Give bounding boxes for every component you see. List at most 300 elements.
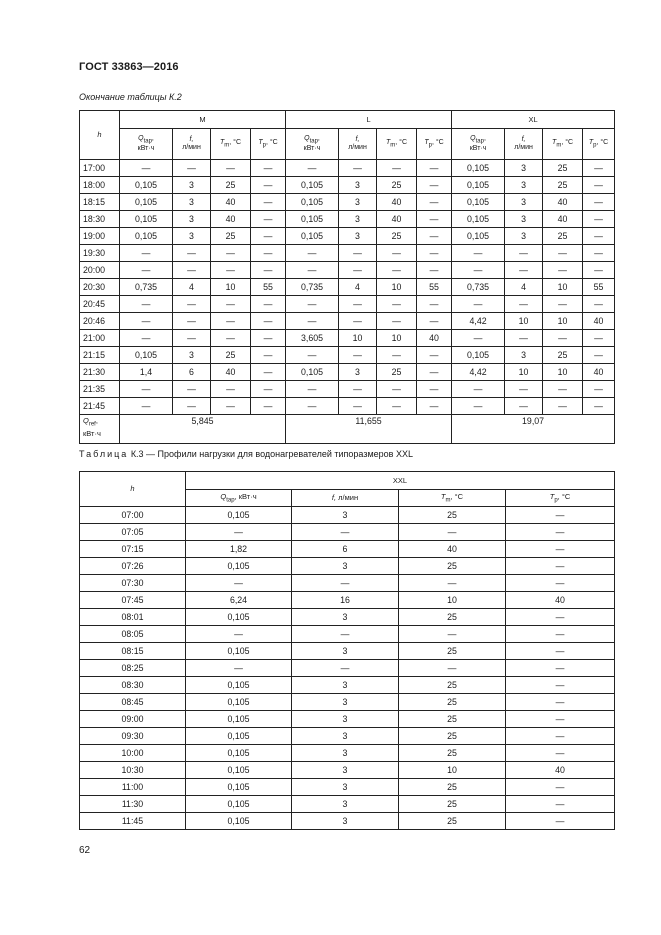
column-header-subscript: p bbox=[593, 142, 597, 149]
value-cell: — bbox=[286, 313, 339, 330]
column-header-unit: , °C bbox=[450, 491, 464, 501]
value-cell: 0,105 bbox=[186, 558, 292, 575]
column-header-unit-line: л/мин bbox=[182, 144, 201, 151]
column-header bbox=[505, 129, 543, 160]
value-cell: 55 bbox=[417, 279, 452, 296]
value-cell: — bbox=[339, 245, 377, 262]
value-cell: 1,4 bbox=[120, 364, 173, 381]
value-cell: 10 bbox=[505, 364, 543, 381]
value-cell: — bbox=[583, 398, 615, 415]
value-cell: 40 bbox=[506, 762, 615, 779]
value-cell: 25 bbox=[399, 779, 506, 796]
value-cell: — bbox=[506, 541, 615, 558]
value-cell: — bbox=[543, 381, 583, 398]
value-cell: — bbox=[452, 398, 505, 415]
value-cell: 4,42 bbox=[452, 364, 505, 381]
value-cell: — bbox=[251, 177, 286, 194]
value-cell: 0,105 bbox=[186, 643, 292, 660]
value-cell: — bbox=[505, 245, 543, 262]
time-cell: 20:45 bbox=[80, 296, 120, 313]
value-cell: — bbox=[377, 245, 417, 262]
value-cell: — bbox=[251, 347, 286, 364]
value-cell: — bbox=[211, 381, 251, 398]
column-header-symbol: T bbox=[258, 138, 263, 146]
value-cell: 3 bbox=[292, 728, 399, 745]
column-header-symbol: Q bbox=[304, 134, 310, 142]
value-cell: 4 bbox=[173, 279, 211, 296]
qref-symbol: Q bbox=[83, 416, 89, 425]
value-cell: 0,105 bbox=[186, 677, 292, 694]
column-header-symbol: Q bbox=[220, 491, 227, 501]
table-row bbox=[80, 364, 615, 381]
table-row bbox=[80, 279, 615, 296]
value-cell: — bbox=[583, 160, 615, 177]
column-header-unit: , °C bbox=[557, 491, 571, 501]
table-row bbox=[80, 177, 615, 194]
column-header bbox=[377, 129, 417, 160]
column-header bbox=[173, 129, 211, 160]
column-header-subscript: p bbox=[554, 497, 558, 503]
table-row bbox=[80, 711, 615, 728]
value-cell: — bbox=[506, 609, 615, 626]
value-cell: 3 bbox=[339, 228, 377, 245]
time-cell: 08:30 bbox=[80, 677, 186, 694]
time-cell: 10:30 bbox=[80, 762, 186, 779]
value-cell: 0,105 bbox=[186, 728, 292, 745]
value-cell: 0,735 bbox=[286, 279, 339, 296]
column-header-unit: л/мин bbox=[336, 493, 359, 502]
value-cell: — bbox=[173, 330, 211, 347]
table-k3 bbox=[79, 471, 615, 830]
value-cell: 40 bbox=[211, 364, 251, 381]
value-cell: 40 bbox=[583, 313, 615, 330]
table-row bbox=[80, 330, 615, 347]
value-cell: 10 bbox=[339, 330, 377, 347]
value-cell: — bbox=[417, 177, 452, 194]
value-cell: 3 bbox=[173, 194, 211, 211]
value-cell: 25 bbox=[399, 643, 506, 660]
value-cell: — bbox=[377, 313, 417, 330]
value-cell: 3 bbox=[292, 796, 399, 813]
value-cell: — bbox=[251, 364, 286, 381]
column-header-subscript: tap bbox=[309, 138, 318, 145]
time-cell: 19:30 bbox=[80, 245, 120, 262]
qref-subscript: ref bbox=[88, 421, 96, 428]
column-header-symbol: f, bbox=[189, 135, 194, 143]
value-cell: 10 bbox=[543, 364, 583, 381]
table-row bbox=[80, 524, 615, 541]
value-cell: 55 bbox=[583, 279, 615, 296]
column-header bbox=[543, 129, 583, 160]
table-row bbox=[80, 228, 615, 245]
value-cell: 0,105 bbox=[120, 177, 173, 194]
value-cell: — bbox=[286, 296, 339, 313]
value-cell: — bbox=[399, 575, 506, 592]
value-cell: 10 bbox=[211, 279, 251, 296]
column-header-unit: , °C bbox=[229, 138, 242, 146]
time-cell: 08:15 bbox=[80, 643, 186, 660]
time-cell: 09:30 bbox=[80, 728, 186, 745]
value-cell: — bbox=[286, 245, 339, 262]
value-cell: — bbox=[292, 660, 399, 677]
value-cell: 40 bbox=[211, 211, 251, 228]
value-cell: 6,24 bbox=[186, 592, 292, 609]
time-cell: 21:35 bbox=[80, 381, 120, 398]
table-row bbox=[80, 507, 615, 524]
table-row bbox=[80, 745, 615, 762]
value-cell: 3 bbox=[292, 711, 399, 728]
qref-comma: , bbox=[95, 416, 98, 425]
value-cell: 3 bbox=[173, 177, 211, 194]
value-cell: — bbox=[506, 677, 615, 694]
column-header-unit-line: л/мин bbox=[514, 144, 533, 151]
qref-value: 11,655 bbox=[286, 415, 452, 444]
column-header bbox=[506, 489, 615, 507]
column-header-symbol: Q bbox=[470, 134, 476, 142]
value-cell: — bbox=[377, 381, 417, 398]
value-cell: 1,82 bbox=[186, 541, 292, 558]
value-cell: — bbox=[506, 507, 615, 524]
value-cell: — bbox=[399, 626, 506, 643]
value-cell: — bbox=[286, 262, 339, 279]
column-header-subscript: tap bbox=[226, 497, 235, 503]
value-cell: — bbox=[583, 228, 615, 245]
table-k3-caption-label: Таблица bbox=[79, 449, 129, 459]
column-header bbox=[452, 129, 505, 160]
time-cell: 08:05 bbox=[80, 626, 186, 643]
table-row bbox=[80, 347, 615, 364]
value-cell: 10 bbox=[377, 330, 417, 347]
value-cell: — bbox=[211, 398, 251, 415]
table-row bbox=[80, 694, 615, 711]
value-cell: — bbox=[339, 313, 377, 330]
table-row bbox=[80, 762, 615, 779]
value-cell: — bbox=[186, 524, 292, 541]
column-header-symbol: T bbox=[440, 491, 446, 501]
value-cell: — bbox=[583, 211, 615, 228]
group-header-xxl: XXL bbox=[186, 472, 615, 490]
value-cell: — bbox=[377, 160, 417, 177]
value-cell: 0,105 bbox=[452, 211, 505, 228]
value-cell: — bbox=[543, 245, 583, 262]
column-header bbox=[292, 489, 399, 507]
value-cell: — bbox=[251, 262, 286, 279]
table-k2-body bbox=[80, 160, 615, 444]
table-k2-caption: Окончание таблицы К.2 bbox=[79, 92, 182, 102]
value-cell: — bbox=[583, 296, 615, 313]
value-cell: — bbox=[173, 262, 211, 279]
value-cell: 25 bbox=[399, 507, 506, 524]
table-row bbox=[80, 813, 615, 830]
column-header-unit: , °C bbox=[395, 138, 408, 146]
value-cell: 25 bbox=[543, 228, 583, 245]
column-header-subscript: tap bbox=[143, 138, 152, 145]
value-cell: 25 bbox=[399, 558, 506, 575]
column-header-symbol: T bbox=[385, 138, 391, 146]
value-cell: — bbox=[417, 245, 452, 262]
value-cell: 40 bbox=[543, 194, 583, 211]
value-cell: — bbox=[173, 160, 211, 177]
value-cell: — bbox=[251, 245, 286, 262]
value-cell: 3,605 bbox=[286, 330, 339, 347]
value-cell: — bbox=[211, 245, 251, 262]
value-cell: 3 bbox=[505, 177, 543, 194]
value-cell: 3 bbox=[292, 813, 399, 830]
value-cell: 0,105 bbox=[186, 694, 292, 711]
qref-unit: кВт·ч bbox=[83, 428, 101, 438]
value-cell: — bbox=[583, 194, 615, 211]
value-cell: 40 bbox=[583, 364, 615, 381]
value-cell: — bbox=[506, 813, 615, 830]
value-cell: — bbox=[417, 296, 452, 313]
table-row bbox=[80, 296, 615, 313]
value-cell: 25 bbox=[377, 364, 417, 381]
value-cell: — bbox=[505, 381, 543, 398]
value-cell: — bbox=[506, 626, 615, 643]
time-cell: 08:01 bbox=[80, 609, 186, 626]
column-header-symbol: T bbox=[424, 138, 429, 146]
value-cell: — bbox=[251, 194, 286, 211]
table-k2-subheader-row bbox=[80, 129, 615, 160]
value-cell: 6 bbox=[292, 541, 399, 558]
value-cell: — bbox=[251, 228, 286, 245]
time-cell: 18:30 bbox=[80, 211, 120, 228]
value-cell: 3 bbox=[292, 762, 399, 779]
value-cell: — bbox=[186, 626, 292, 643]
column-header-unit: , bbox=[317, 134, 320, 142]
value-cell: 25 bbox=[377, 177, 417, 194]
qref-row bbox=[80, 415, 615, 444]
column-header-unit: , bbox=[483, 134, 486, 142]
table-row bbox=[80, 779, 615, 796]
column-header bbox=[211, 129, 251, 160]
value-cell: 3 bbox=[505, 228, 543, 245]
value-cell: 55 bbox=[251, 279, 286, 296]
value-cell: — bbox=[120, 262, 173, 279]
value-cell: — bbox=[417, 347, 452, 364]
value-cell: 3 bbox=[505, 347, 543, 364]
column-header-unit-line: кВт·ч bbox=[303, 145, 321, 153]
column-header bbox=[286, 129, 339, 160]
time-cell: 21:45 bbox=[80, 398, 120, 415]
column-header bbox=[583, 129, 615, 160]
value-cell: — bbox=[583, 262, 615, 279]
value-cell: 0,105 bbox=[286, 228, 339, 245]
value-cell: — bbox=[417, 381, 452, 398]
value-cell: — bbox=[292, 626, 399, 643]
value-cell: 3 bbox=[505, 194, 543, 211]
value-cell: — bbox=[186, 660, 292, 677]
value-cell: — bbox=[506, 745, 615, 762]
value-cell: 0,105 bbox=[120, 347, 173, 364]
value-cell: 0,105 bbox=[452, 160, 505, 177]
value-cell: 0,105 bbox=[186, 813, 292, 830]
value-cell: — bbox=[173, 398, 211, 415]
value-cell: — bbox=[377, 262, 417, 279]
table-k2-group-header-row bbox=[80, 111, 615, 129]
value-cell: 25 bbox=[543, 160, 583, 177]
column-header-subscript: m bbox=[556, 142, 562, 149]
time-cell: 11:30 bbox=[80, 796, 186, 813]
value-cell: 16 bbox=[292, 592, 399, 609]
value-cell: — bbox=[211, 313, 251, 330]
value-cell: 25 bbox=[211, 177, 251, 194]
column-header bbox=[251, 129, 286, 160]
value-cell: 3 bbox=[339, 364, 377, 381]
table-row bbox=[80, 211, 615, 228]
value-cell: 10 bbox=[543, 279, 583, 296]
value-cell: 3 bbox=[505, 211, 543, 228]
column-header-unit: , °C bbox=[431, 138, 444, 146]
value-cell: 25 bbox=[399, 728, 506, 745]
value-cell: — bbox=[339, 381, 377, 398]
value-cell: — bbox=[211, 160, 251, 177]
column-header bbox=[417, 129, 452, 160]
value-cell: 0,105 bbox=[120, 194, 173, 211]
column-header-symbol: T bbox=[552, 138, 557, 146]
table-row bbox=[80, 728, 615, 745]
table-row bbox=[80, 262, 615, 279]
column-header-subscript: m bbox=[224, 142, 230, 149]
time-cell: 10:00 bbox=[80, 745, 186, 762]
time-cell: 08:45 bbox=[80, 694, 186, 711]
value-cell: 25 bbox=[399, 745, 506, 762]
value-cell: — bbox=[120, 160, 173, 177]
table-row bbox=[80, 626, 615, 643]
column-header-symbol: T bbox=[219, 138, 225, 146]
value-cell: 3 bbox=[292, 677, 399, 694]
value-cell: — bbox=[251, 160, 286, 177]
value-cell: — bbox=[251, 330, 286, 347]
value-cell: — bbox=[583, 245, 615, 262]
column-header-symbol: f, bbox=[331, 493, 337, 502]
value-cell: 3 bbox=[173, 347, 211, 364]
value-cell: 3 bbox=[173, 211, 211, 228]
value-cell: 25 bbox=[399, 694, 506, 711]
value-cell: 40 bbox=[543, 211, 583, 228]
value-cell: — bbox=[251, 398, 286, 415]
value-cell: — bbox=[251, 211, 286, 228]
table-row bbox=[80, 194, 615, 211]
value-cell: — bbox=[339, 296, 377, 313]
table-row bbox=[80, 541, 615, 558]
value-cell: 0,105 bbox=[286, 194, 339, 211]
column-header bbox=[186, 489, 292, 507]
value-cell: 0,105 bbox=[286, 211, 339, 228]
value-cell: 10 bbox=[377, 279, 417, 296]
column-header-subscript: m bbox=[390, 142, 396, 149]
value-cell: — bbox=[186, 575, 292, 592]
value-cell: 25 bbox=[377, 228, 417, 245]
time-cell: 19:00 bbox=[80, 228, 120, 245]
page-number: 62 bbox=[79, 845, 91, 856]
value-cell: 0,105 bbox=[452, 177, 505, 194]
value-cell: — bbox=[505, 330, 543, 347]
value-cell: — bbox=[417, 194, 452, 211]
time-cell: 07:15 bbox=[80, 541, 186, 558]
value-cell: 0,105 bbox=[452, 228, 505, 245]
column-header-subscript: p bbox=[428, 142, 432, 149]
qref-value: 5,845 bbox=[120, 415, 286, 444]
value-cell: — bbox=[506, 796, 615, 813]
value-cell: 0,105 bbox=[186, 779, 292, 796]
value-cell: — bbox=[120, 245, 173, 262]
value-cell: — bbox=[377, 347, 417, 364]
table-row bbox=[80, 677, 615, 694]
table-k3-group-header-row bbox=[80, 472, 615, 490]
value-cell: — bbox=[506, 660, 615, 677]
value-cell: 3 bbox=[505, 160, 543, 177]
value-cell: — bbox=[506, 694, 615, 711]
value-cell: 10 bbox=[543, 313, 583, 330]
value-cell: — bbox=[452, 381, 505, 398]
column-header-unit-line: кВт·ч bbox=[469, 145, 487, 153]
column-header-unit: , bbox=[151, 134, 154, 142]
value-cell: — bbox=[543, 262, 583, 279]
column-header-subscript: tap bbox=[475, 138, 484, 145]
value-cell: 3 bbox=[292, 507, 399, 524]
qref-value: 19,07 bbox=[452, 415, 615, 444]
column-header-symbol: T bbox=[549, 491, 555, 501]
value-cell: — bbox=[417, 211, 452, 228]
value-cell: — bbox=[506, 728, 615, 745]
value-cell: — bbox=[211, 330, 251, 347]
time-cell: 07:30 bbox=[80, 575, 186, 592]
column-header-symbol: Q bbox=[138, 134, 144, 142]
value-cell: — bbox=[251, 296, 286, 313]
value-cell: 25 bbox=[399, 609, 506, 626]
column-header-unit: , °C bbox=[561, 138, 574, 146]
time-cell: 07:05 bbox=[80, 524, 186, 541]
time-cell: 09:00 bbox=[80, 711, 186, 728]
value-cell: 0,105 bbox=[186, 507, 292, 524]
table-k3-caption-text: К.3 — Профили нагрузки для водонагревателей типоразмеров XXL bbox=[130, 449, 413, 459]
table-k2 bbox=[79, 110, 615, 444]
value-cell: — bbox=[505, 398, 543, 415]
value-cell: — bbox=[292, 575, 399, 592]
value-cell: — bbox=[505, 296, 543, 313]
value-cell: — bbox=[452, 262, 505, 279]
qref-label bbox=[80, 415, 120, 444]
table-row bbox=[80, 245, 615, 262]
table-row bbox=[80, 313, 615, 330]
value-cell: — bbox=[377, 398, 417, 415]
value-cell: 0,105 bbox=[186, 711, 292, 728]
value-cell: — bbox=[543, 398, 583, 415]
value-cell: 3 bbox=[292, 609, 399, 626]
value-cell: — bbox=[506, 524, 615, 541]
value-cell: 10 bbox=[505, 313, 543, 330]
value-cell: 0,105 bbox=[120, 228, 173, 245]
time-cell: 18:00 bbox=[80, 177, 120, 194]
value-cell: — bbox=[452, 245, 505, 262]
value-cell: — bbox=[399, 660, 506, 677]
value-cell: 0,105 bbox=[120, 211, 173, 228]
value-cell: — bbox=[339, 398, 377, 415]
value-cell: — bbox=[173, 381, 211, 398]
value-cell: — bbox=[417, 313, 452, 330]
value-cell: 10 bbox=[399, 762, 506, 779]
table-row bbox=[80, 381, 615, 398]
value-cell: — bbox=[211, 262, 251, 279]
column-header-symbol: f, bbox=[521, 135, 526, 143]
table-row bbox=[80, 398, 615, 415]
time-cell: 20:46 bbox=[80, 313, 120, 330]
value-cell: 4,42 bbox=[452, 313, 505, 330]
time-cell: 07:00 bbox=[80, 507, 186, 524]
value-cell: — bbox=[452, 296, 505, 313]
document-title: ГОСТ 33863—2016 bbox=[79, 61, 179, 73]
